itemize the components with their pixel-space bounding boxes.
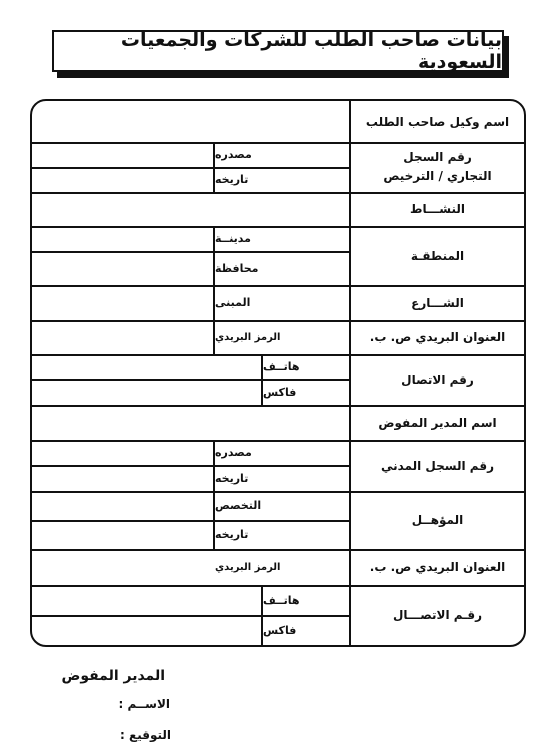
sublabel-fax-2: فاكس bbox=[263, 623, 297, 637]
label-po-box: العنوان البريدي ص. ب. bbox=[369, 330, 506, 344]
label-cr-line2: التجاري / الترخيص bbox=[383, 169, 492, 183]
sublabel-source: مصدره bbox=[215, 148, 252, 161]
sublabel-city: مدينــة bbox=[215, 232, 251, 245]
label-activity: النشـــاط bbox=[410, 202, 466, 216]
sublabel-date: تاريخه bbox=[215, 173, 249, 186]
form-title: بيانات صاحب الطلب للشركات والجمعيات السعودية bbox=[120, 29, 502, 73]
label-contact: رقم الاتصال bbox=[401, 372, 474, 387]
sublabel-date-3: تاريخه bbox=[215, 528, 249, 541]
sublabel-date-2: تاريخه bbox=[215, 471, 249, 485]
sublabel-specialty: التخصص bbox=[215, 499, 262, 512]
sublabel-building: المبنى bbox=[215, 296, 251, 309]
label-street: الشـــارع bbox=[411, 295, 464, 310]
label-civil-registration: رقم السجل المدني bbox=[381, 458, 494, 473]
label-commercial-registration bbox=[351, 142, 524, 192]
label-manager-name: اسم المدير المفوض bbox=[378, 415, 497, 430]
label-region: المنطقـة bbox=[410, 248, 465, 263]
sublabel-governorate: محافظة bbox=[215, 261, 259, 275]
label-agent-name: اسم وكيل صاحب الطلب bbox=[365, 114, 510, 129]
label-po-box-2: العنوان البريدي ص. ب. bbox=[369, 560, 506, 574]
sublabel-phone-2: هاتــف bbox=[263, 593, 300, 607]
sublabel-source-2: مصدره bbox=[215, 446, 252, 459]
form-title-box bbox=[52, 30, 504, 72]
sublabel-postal-code: الرمز البريدي bbox=[215, 331, 281, 343]
signature-name-label: الاســم : bbox=[118, 697, 170, 711]
sublabel-postal-code-2: الرمز البريدي bbox=[215, 561, 281, 573]
signature-sign-label: التوقيع : bbox=[120, 728, 171, 742]
label-qualification: المؤهــل bbox=[411, 513, 464, 527]
sublabel-phone: هاتــف bbox=[263, 360, 300, 373]
sublabel-fax: فاكس bbox=[263, 385, 297, 399]
label-contact-2: رقـم الاتصـــال bbox=[392, 608, 483, 622]
applicant-data-table bbox=[30, 99, 526, 647]
label-cr-line1: رقم السجل bbox=[403, 150, 472, 164]
signature-heading: المدير المفوض bbox=[61, 668, 165, 684]
